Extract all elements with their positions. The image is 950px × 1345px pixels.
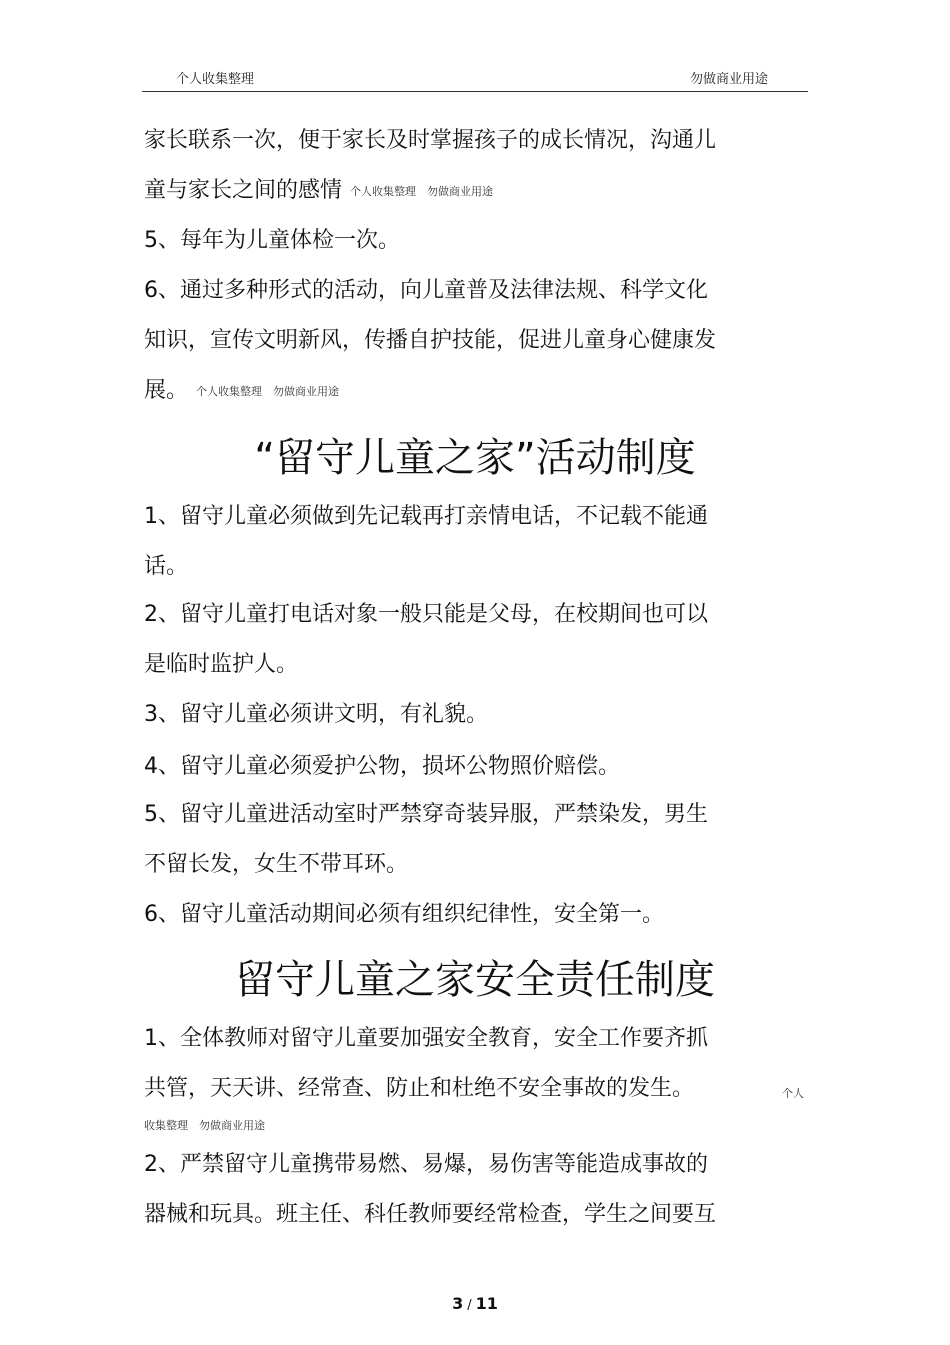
watermark-note: 个人收集整理 勿做商业用途 [196,385,340,398]
paragraph-line: 3、留守儿童必须讲文明，有礼貌。 [144,702,488,727]
paragraph-line: 6、通过多种形式的活动，向儿童普及法律法规、科学文化 [144,278,708,303]
paragraph-line: 共管，天天讲、经常查、防止和杜绝不安全事故的发生。 [144,1076,695,1101]
page-total: 11 [475,1294,498,1313]
watermark-note: 个人收集整理 勿做商业用途 [350,185,494,198]
paragraph-line: 1、留守儿童必须做到先记载再打亲情电话，不记载不能通 [144,504,708,529]
paragraph-line [144,176,493,207]
paragraph-text: 展。 [144,378,189,403]
page-current: 3 [452,1294,464,1313]
paragraph-line: 话。 [144,554,189,579]
watermark-note: 收集整理 勿做商业用途 [144,1119,265,1132]
section-2-title: “留守儿童之家”活动制度 [254,435,696,481]
watermark-note: 个人 [782,1087,804,1100]
page-number [0,1294,950,1313]
paragraph-line: 是临时监护人。 [144,652,299,677]
section-3-title: 留守儿童之家安全责任制度 [235,957,715,1003]
header-left-text: 个人收集整理 [176,72,255,87]
header-right-text: 勿做商业用途 [690,72,769,87]
page-separator: / [467,1298,472,1313]
paragraph-line: 知识，宣传文明新风，传播自护技能，促进儿童身心健康发 [144,328,717,353]
paragraph-line: 不留长发，女生不带耳环。 [144,852,409,877]
header-divider [142,91,808,92]
paragraph-line: 2、严禁留守儿童携带易燃、易爆，易伤害等能造成事故的 [144,1152,708,1177]
paragraph-line: 4、留守儿童必须爱护公物，损坏公物照价赔偿。 [144,754,620,779]
paragraph-line [144,376,339,407]
paragraph-line: 2、留守儿童打电话对象一般只能是父母，在校期间也可以 [144,602,708,627]
paragraph-line: 1、全体教师对留守儿童要加强安全教育，安全工作要齐抓 [144,1026,708,1051]
paragraph-text: 童与家长之间的感情 [144,178,343,203]
paragraph-line: 5、每年为儿童体检一次。 [144,228,400,253]
paragraph-line: 6、留守儿童活动期间必须有组织纪律性，安全第一。 [144,902,664,927]
paragraph-line: 5、留守儿童进活动室时严禁穿奇装异服，严禁染发，男生 [144,802,708,827]
paragraph-line: 家长联系一次，便于家长及时掌握孩子的成长情况，沟通儿 [144,128,717,153]
paragraph-line: 器械和玩具。班主任、科任教师要经常检查，学生之间要互 [144,1202,717,1227]
